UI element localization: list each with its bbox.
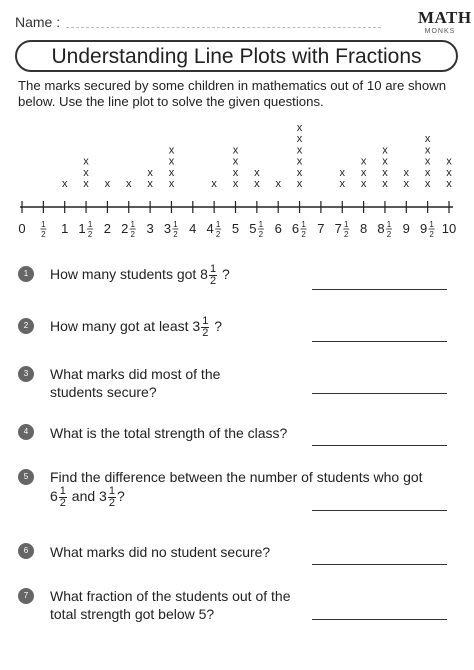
answer-line[interactable] — [312, 509, 447, 511]
plot-mark-x: x — [232, 155, 239, 168]
answer-line[interactable] — [312, 618, 447, 620]
tick-label-whole: 2 — [103, 221, 112, 236]
tick-label-whole: 6 — [291, 221, 300, 236]
fraction — [201, 316, 209, 339]
plot-mark-x: x — [296, 178, 303, 190]
question-number: 4 — [18, 424, 34, 440]
question-text-part: How many got at least 3 — [50, 318, 201, 335]
plot-mark-x: x — [446, 166, 452, 179]
tick-label — [275, 221, 282, 236]
tick-label-whole: 10 — [441, 221, 457, 236]
plot-mark-x: x — [360, 166, 367, 179]
question-text — [50, 316, 312, 339]
plot-mark-x: x — [254, 166, 260, 179]
plot-mark-x: x — [382, 144, 388, 157]
tick-label-whole: 0 — [18, 221, 26, 236]
tick-label-denominator: 2 — [258, 230, 264, 239]
tick-label — [377, 220, 392, 239]
tick-label-denominator: 2 — [386, 230, 392, 239]
fraction — [59, 486, 67, 509]
plot-mark-x: x — [296, 133, 303, 146]
tick-label-denominator: 2 — [41, 230, 46, 239]
tick-label-whole: 4 — [189, 221, 197, 236]
tick-label — [232, 221, 239, 236]
answer-line[interactable] — [312, 288, 447, 290]
fraction — [209, 264, 217, 287]
fraction-denominator: 2 — [59, 497, 66, 509]
plot-mark-x: x — [382, 166, 388, 179]
name-label: Name : — [15, 14, 61, 30]
tick-label-whole: 7 — [334, 221, 342, 236]
tick-label-denominator: 2 — [130, 230, 135, 239]
question-text-part: How many students got 8 — [50, 266, 208, 283]
plot-mark-x: x — [424, 155, 431, 168]
plot-mark-x: x — [296, 166, 303, 179]
question-number: 6 — [18, 543, 34, 559]
plot-mark-x: x — [147, 166, 153, 179]
plot-mark-x: x — [168, 178, 175, 190]
tick-label-denominator: 2 — [87, 230, 93, 239]
fraction-denominator: 2 — [209, 275, 217, 287]
tick-label-denominator: 2 — [173, 230, 178, 239]
tick-label — [335, 220, 350, 239]
question-text — [50, 264, 312, 287]
answer-line[interactable] — [312, 563, 447, 565]
logo-bottom-text: MONKS — [424, 28, 456, 35]
tick-label-whole: 1 — [78, 221, 86, 236]
plot-mark-x: x — [339, 166, 345, 179]
tick-label-whole: 7 — [317, 221, 325, 236]
plot-mark-x: x — [296, 122, 303, 134]
question-number: 2 — [18, 318, 34, 334]
plot-mark-x: x — [339, 178, 345, 190]
plot-mark-x: x — [275, 178, 281, 190]
plot-mark-x: x — [424, 166, 431, 179]
question-text-part: 6 — [50, 488, 58, 505]
tick-label-whole: 8 — [359, 221, 368, 236]
question-text: What is the total strength of the class? — [50, 425, 288, 441]
plot-mark-x: x — [446, 178, 452, 190]
question-number: 7 — [18, 588, 34, 604]
tick-label — [403, 221, 410, 236]
question-text-part: and 3 — [67, 488, 107, 505]
tick-label-numerator: 1 — [344, 220, 349, 229]
question-number: 5 — [18, 469, 34, 485]
tick-label-denominator: 2 — [301, 230, 306, 239]
plot-mark-x: x — [83, 178, 89, 190]
tick-label-numerator: 1 — [386, 220, 392, 229]
intro-text: The marks secured by some children in mathematics out of 10 are shown below. Use the line plot to solve the given questions. — [18, 78, 447, 109]
question-number: 1 — [18, 266, 34, 282]
question-line: Find the difference between the number of students who got — [50, 469, 423, 485]
plot-mark-x: x — [360, 178, 367, 190]
tick-label-numerator: 1 — [130, 220, 135, 229]
plot-mark-x: x — [211, 178, 217, 190]
tick-label-whole: 1 — [61, 221, 69, 236]
tick-label-whole: 5 — [231, 221, 240, 236]
question-text — [50, 587, 312, 623]
plot-mark-x: x — [168, 155, 175, 168]
plot-mark-x: x — [446, 155, 452, 168]
plot-mark-x: x — [168, 144, 175, 157]
tick-label-denominator: 2 — [215, 230, 221, 239]
tick-label — [420, 220, 435, 239]
tick-label-numerator: 1 — [258, 220, 264, 229]
plot-mark-x: x — [168, 166, 175, 179]
question-text-part: ? — [218, 266, 230, 283]
fraction-denominator: 2 — [108, 497, 115, 509]
tick-label-whole: 5 — [249, 221, 257, 236]
plot-mark-x: x — [83, 155, 89, 168]
logo-top-text: MATH — [418, 8, 472, 27]
tick-label-whole: 3 — [146, 221, 154, 236]
fraction-numerator: 1 — [59, 485, 66, 497]
plot-mark-x: x — [232, 144, 239, 157]
plot-mark-x: x — [126, 178, 132, 190]
plot-mark-x: x — [104, 178, 111, 190]
question-text: What marks did no student secure? — [50, 544, 271, 560]
answer-line[interactable] — [312, 444, 447, 446]
question-text-part: ? — [210, 318, 222, 335]
tick-label — [292, 220, 307, 239]
tick-label — [360, 221, 367, 236]
plot-mark-x: x — [232, 166, 239, 179]
question-text-part: ? — [116, 488, 125, 505]
plot-mark-x: x — [61, 178, 68, 190]
plot-mark-x: x — [382, 155, 388, 168]
plot-mark-x: x — [424, 144, 431, 157]
plot-mark-x: x — [296, 155, 303, 168]
answer-line[interactable] — [312, 340, 447, 342]
answer-line[interactable] — [312, 392, 447, 394]
plot-mark-x: x — [147, 178, 153, 190]
tick-label-numerator: 1 — [429, 220, 434, 229]
tick-label-numerator: 1 — [173, 220, 178, 229]
tick-label — [189, 221, 196, 236]
tick-label-whole: 9 — [420, 221, 428, 236]
tick-label-whole: 3 — [163, 221, 172, 236]
plot-mark-x: x — [296, 144, 303, 157]
plot-mark-x: x — [403, 178, 410, 190]
plot-mark-x: x — [403, 166, 410, 179]
tick-label — [78, 220, 93, 239]
tick-label-whole: 6 — [274, 221, 282, 236]
tick-label-numerator: 1 — [301, 220, 306, 229]
question-number: 3 — [18, 366, 34, 382]
tick-label — [249, 220, 264, 239]
question-line: total strength got below 5? — [50, 606, 215, 622]
fraction-denominator: 2 — [202, 327, 209, 339]
plot-mark-x: x — [232, 178, 239, 190]
plot-mark-x: x — [83, 166, 89, 179]
question-text — [50, 365, 312, 401]
tick-label — [40, 220, 46, 239]
tick-label — [146, 221, 153, 236]
plot-mark-x: x — [424, 178, 431, 190]
question-text — [50, 468, 450, 509]
tick-label-whole: 9 — [402, 221, 410, 236]
fraction-numerator: 1 — [108, 485, 115, 497]
tick-label — [317, 221, 324, 236]
tick-label — [164, 220, 179, 239]
tick-label — [207, 220, 222, 239]
tick-label — [18, 221, 25, 236]
tick-label — [121, 220, 136, 239]
tick-label — [442, 221, 456, 236]
fraction-numerator: 1 — [202, 315, 209, 327]
question-line: students secure? — [50, 384, 157, 400]
tick-label-numerator: 1 — [215, 220, 221, 229]
line-plot-chart — [0, 0, 474, 250]
question-line: What fraction of the students out of the — [50, 588, 291, 604]
tick-label — [104, 221, 111, 236]
plot-mark-x: x — [254, 178, 260, 190]
page-title: Understanding Line Plots with Fractions — [51, 45, 422, 68]
tick-label-whole: 2 — [121, 221, 129, 236]
tick-label-numerator: 1 — [41, 220, 46, 229]
question-line: What marks did most of the — [50, 366, 221, 382]
tick-label — [61, 221, 68, 236]
fraction — [108, 486, 116, 509]
tick-label-denominator: 2 — [344, 230, 349, 239]
plot-mark-x: x — [360, 155, 367, 168]
fraction-numerator: 1 — [209, 263, 217, 275]
plot-mark-x: x — [424, 133, 431, 146]
tick-label-whole: 8 — [377, 221, 385, 236]
plot-mark-x: x — [382, 178, 388, 190]
tick-label-numerator: 1 — [87, 220, 93, 229]
tick-label-whole: 4 — [206, 221, 214, 236]
tick-label-denominator: 2 — [429, 230, 434, 239]
